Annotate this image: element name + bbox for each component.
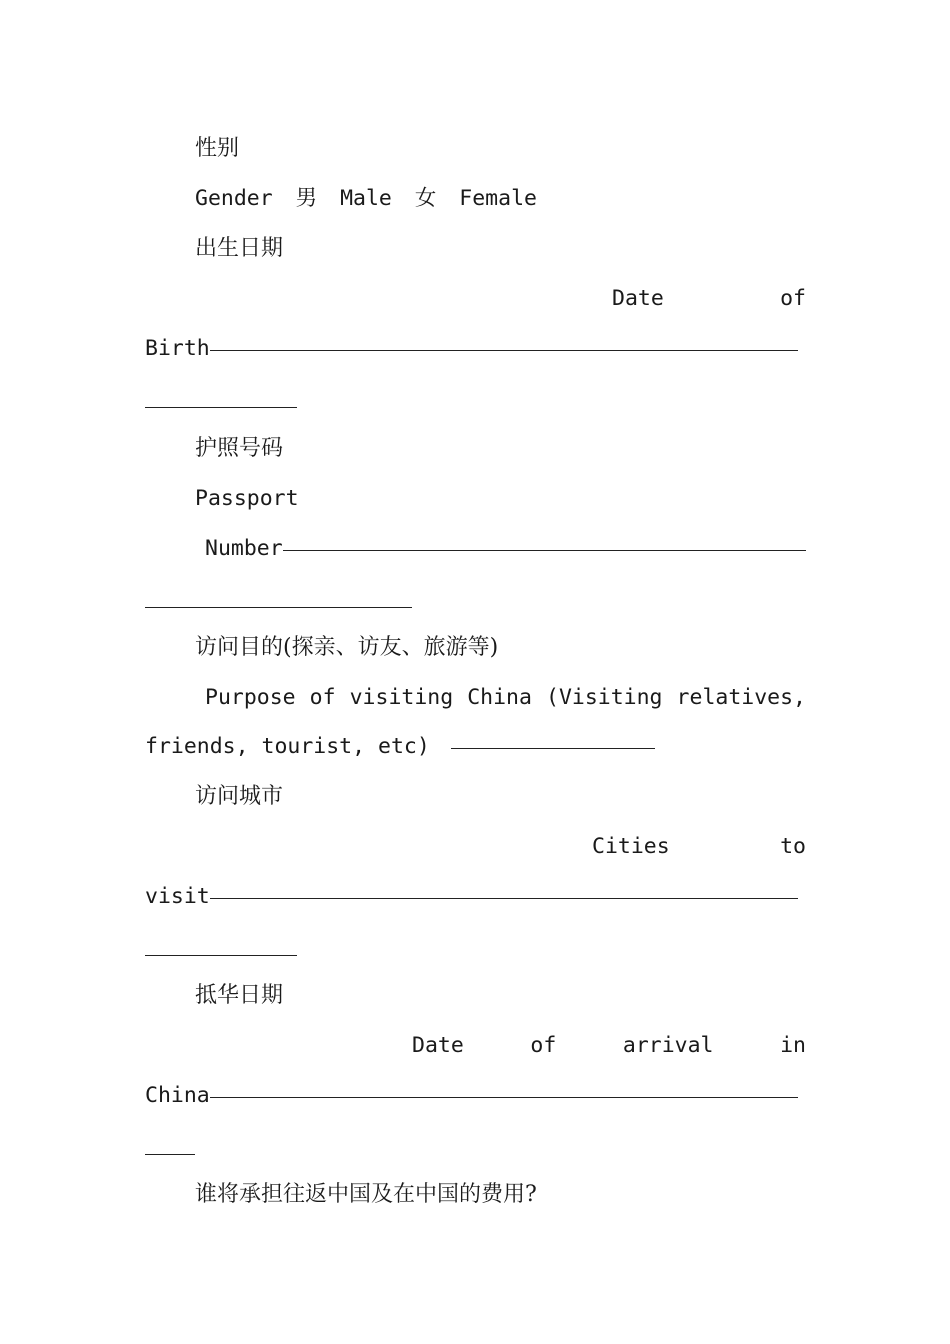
arrival-blank-continued[interactable] [145,1154,195,1155]
gender-heading-cn [195,124,806,174]
purpose-cn-text: 访问目的(探亲、访友、旅游等) [195,635,499,660]
cities-field-line[interactable] [145,872,806,922]
passport-heading-cn [195,424,806,474]
purpose-en-text-2: friends, tourist, etc) [145,734,430,759]
gender-cn-text: 性别 [195,136,240,161]
male-option-en[interactable]: Male [340,186,392,211]
arrival-word-date: Date [412,1033,464,1058]
expense-cn-text: 谁将承担往返中国及在中国的费用? [195,1182,537,1207]
passport-word: Passport [195,486,299,511]
dob-word-of: of [780,286,806,311]
arrival-label-line [412,1021,806,1071]
cities-word-visit: visit [145,884,210,909]
cities-blank[interactable] [210,898,798,899]
passport-blank[interactable] [283,550,806,551]
passport-cn-text: 护照号码 [195,436,284,461]
female-option-en[interactable]: Female [459,186,537,211]
purpose-en-line-1 [205,673,806,723]
passport-field-line[interactable] [205,524,806,574]
dob-word-date: Date [612,286,664,311]
purpose-en-text-1: Purpose of visiting China (Visiting relatives, [205,685,806,710]
gender-label: Gender [195,186,273,211]
purpose-blank[interactable] [451,748,655,749]
passport-number-word: Number [205,536,283,561]
arrival-field-line[interactable] [145,1071,806,1121]
arrival-word-of: of [530,1033,557,1058]
arrival-blank[interactable] [210,1097,798,1098]
female-option-cn[interactable]: 女 [414,186,437,211]
dob-label-line [612,274,806,324]
gender-options-line [195,174,806,224]
cities-blank-continued[interactable] [145,955,297,956]
arrival-word-in: in [780,1033,806,1058]
dob-blank-continued[interactable] [145,407,297,408]
arrival-cn-text: 抵华日期 [195,983,284,1008]
male-option-cn[interactable]: 男 [295,186,318,211]
arrival-heading-cn [195,971,806,1021]
cities-word-to: to [780,834,806,859]
purpose-field-line[interactable] [145,722,806,772]
dob-heading-cn [195,224,806,274]
dob-cn-text: 出生日期 [195,236,284,261]
cities-cn-text: 访问城市 [195,784,284,809]
cities-heading-cn [195,772,806,822]
expense-heading-cn [195,1170,806,1220]
passport-label-line [195,474,806,524]
dob-word-birth: Birth [145,336,210,361]
purpose-heading-cn [195,623,806,673]
arrival-word-china: China [145,1083,210,1108]
dob-field-line[interactable] [145,324,806,374]
cities-label-line [592,822,806,872]
dob-blank[interactable] [210,350,798,351]
passport-blank-continued[interactable] [145,607,412,608]
arrival-word-arrival: arrival [622,1033,714,1058]
cities-word-cities: Cities [592,834,670,859]
